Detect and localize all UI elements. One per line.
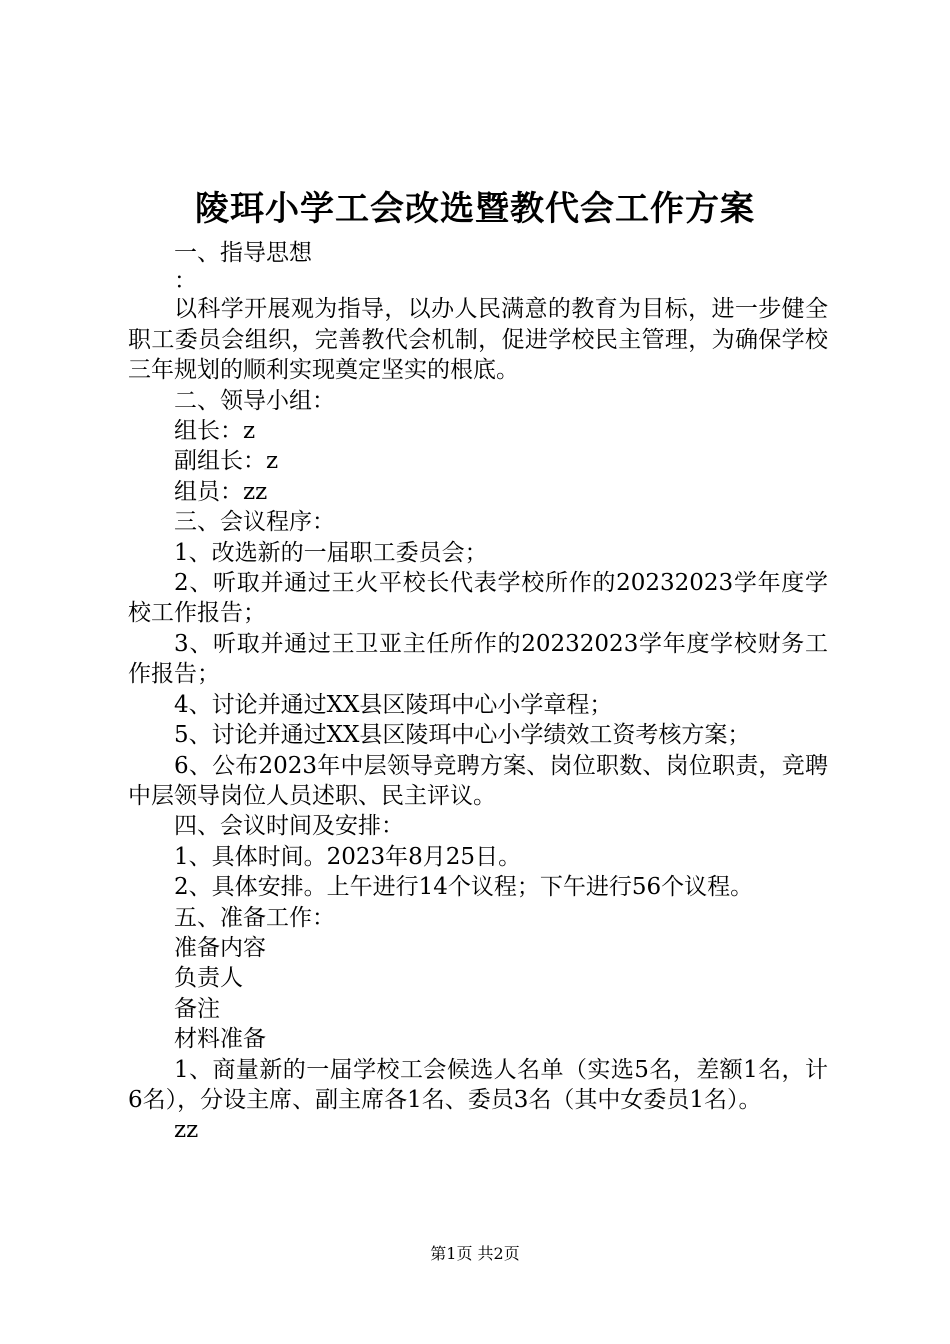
- paragraph-guiding-thought: 以科学开展观为指导，以办人民满意的教育为目标，进一步健全职工委员会组织，完善教代会机制，促进学校民主管理，为确保学校三年规划的顺利实现奠定坚实的根底。: [128, 296, 828, 384]
- table-header-remarks: 备注: [174, 995, 220, 1022]
- deputy-leader-line: 副组长：z: [174, 448, 279, 475]
- schedule-item: 2、具体安排。上午进行14个议程；下午进行56个议程。: [174, 874, 754, 901]
- page-title: 陵珥小学工会改选暨教代会工作方案: [195, 189, 755, 229]
- schedule-item: 1、具体时间。2023年8月25日。: [174, 843, 522, 870]
- section-heading-schedule: 四、会议时间及安排：: [174, 813, 404, 840]
- colon-line: ：: [174, 268, 197, 295]
- section-heading-procedure: 三、会议程序：: [174, 509, 335, 536]
- members-line: 组员：zz: [174, 478, 268, 505]
- procedure-item: 2、听取并通过王火平校长代表学校所作的20232023学年度学校工作报告；: [128, 570, 828, 627]
- section-heading-leadership: 二、领导小组：: [174, 387, 335, 414]
- document-body: [128, 238, 828, 1146]
- table-cell-candidates: 1、商量新的一届学校工会候选人名单（实选5名，差额1名，计6名），分设主席、副主席各1名、委员3名（其中女委员1名）。: [128, 1056, 828, 1113]
- procedure-item: 4、讨论并通过XX县区陵珥中心小学章程；: [174, 691, 613, 718]
- procedure-item: 5、讨论并通过XX县区陵珥中心小学绩效工资考核方案；: [174, 722, 751, 749]
- procedure-item: 1、改选新的一届职工委员会；: [174, 539, 488, 566]
- table-header-owner: 负责人: [174, 965, 243, 992]
- leader-line: 组长：z: [174, 418, 256, 445]
- table-cell-materials: 材料准备: [174, 1026, 266, 1053]
- table-header-content: 准备内容: [174, 934, 266, 961]
- procedure-item: 6、公布2023年中层领导竞聘方案、岗位职数、岗位职责，竞聘中层领导岗位人员述职、民主评议。: [128, 752, 828, 809]
- section-heading-preparation: 五、准备工作：: [174, 904, 335, 931]
- page-footer: 第1页 共2页: [430, 1244, 520, 1263]
- procedure-item: 3、听取并通过王卫亚主任所作的20232023学年度学校财务工作报告；: [128, 630, 828, 688]
- section-heading-guiding-thought: 一、指导思想: [174, 240, 312, 266]
- table-cell-owner: zz: [174, 1117, 199, 1144]
